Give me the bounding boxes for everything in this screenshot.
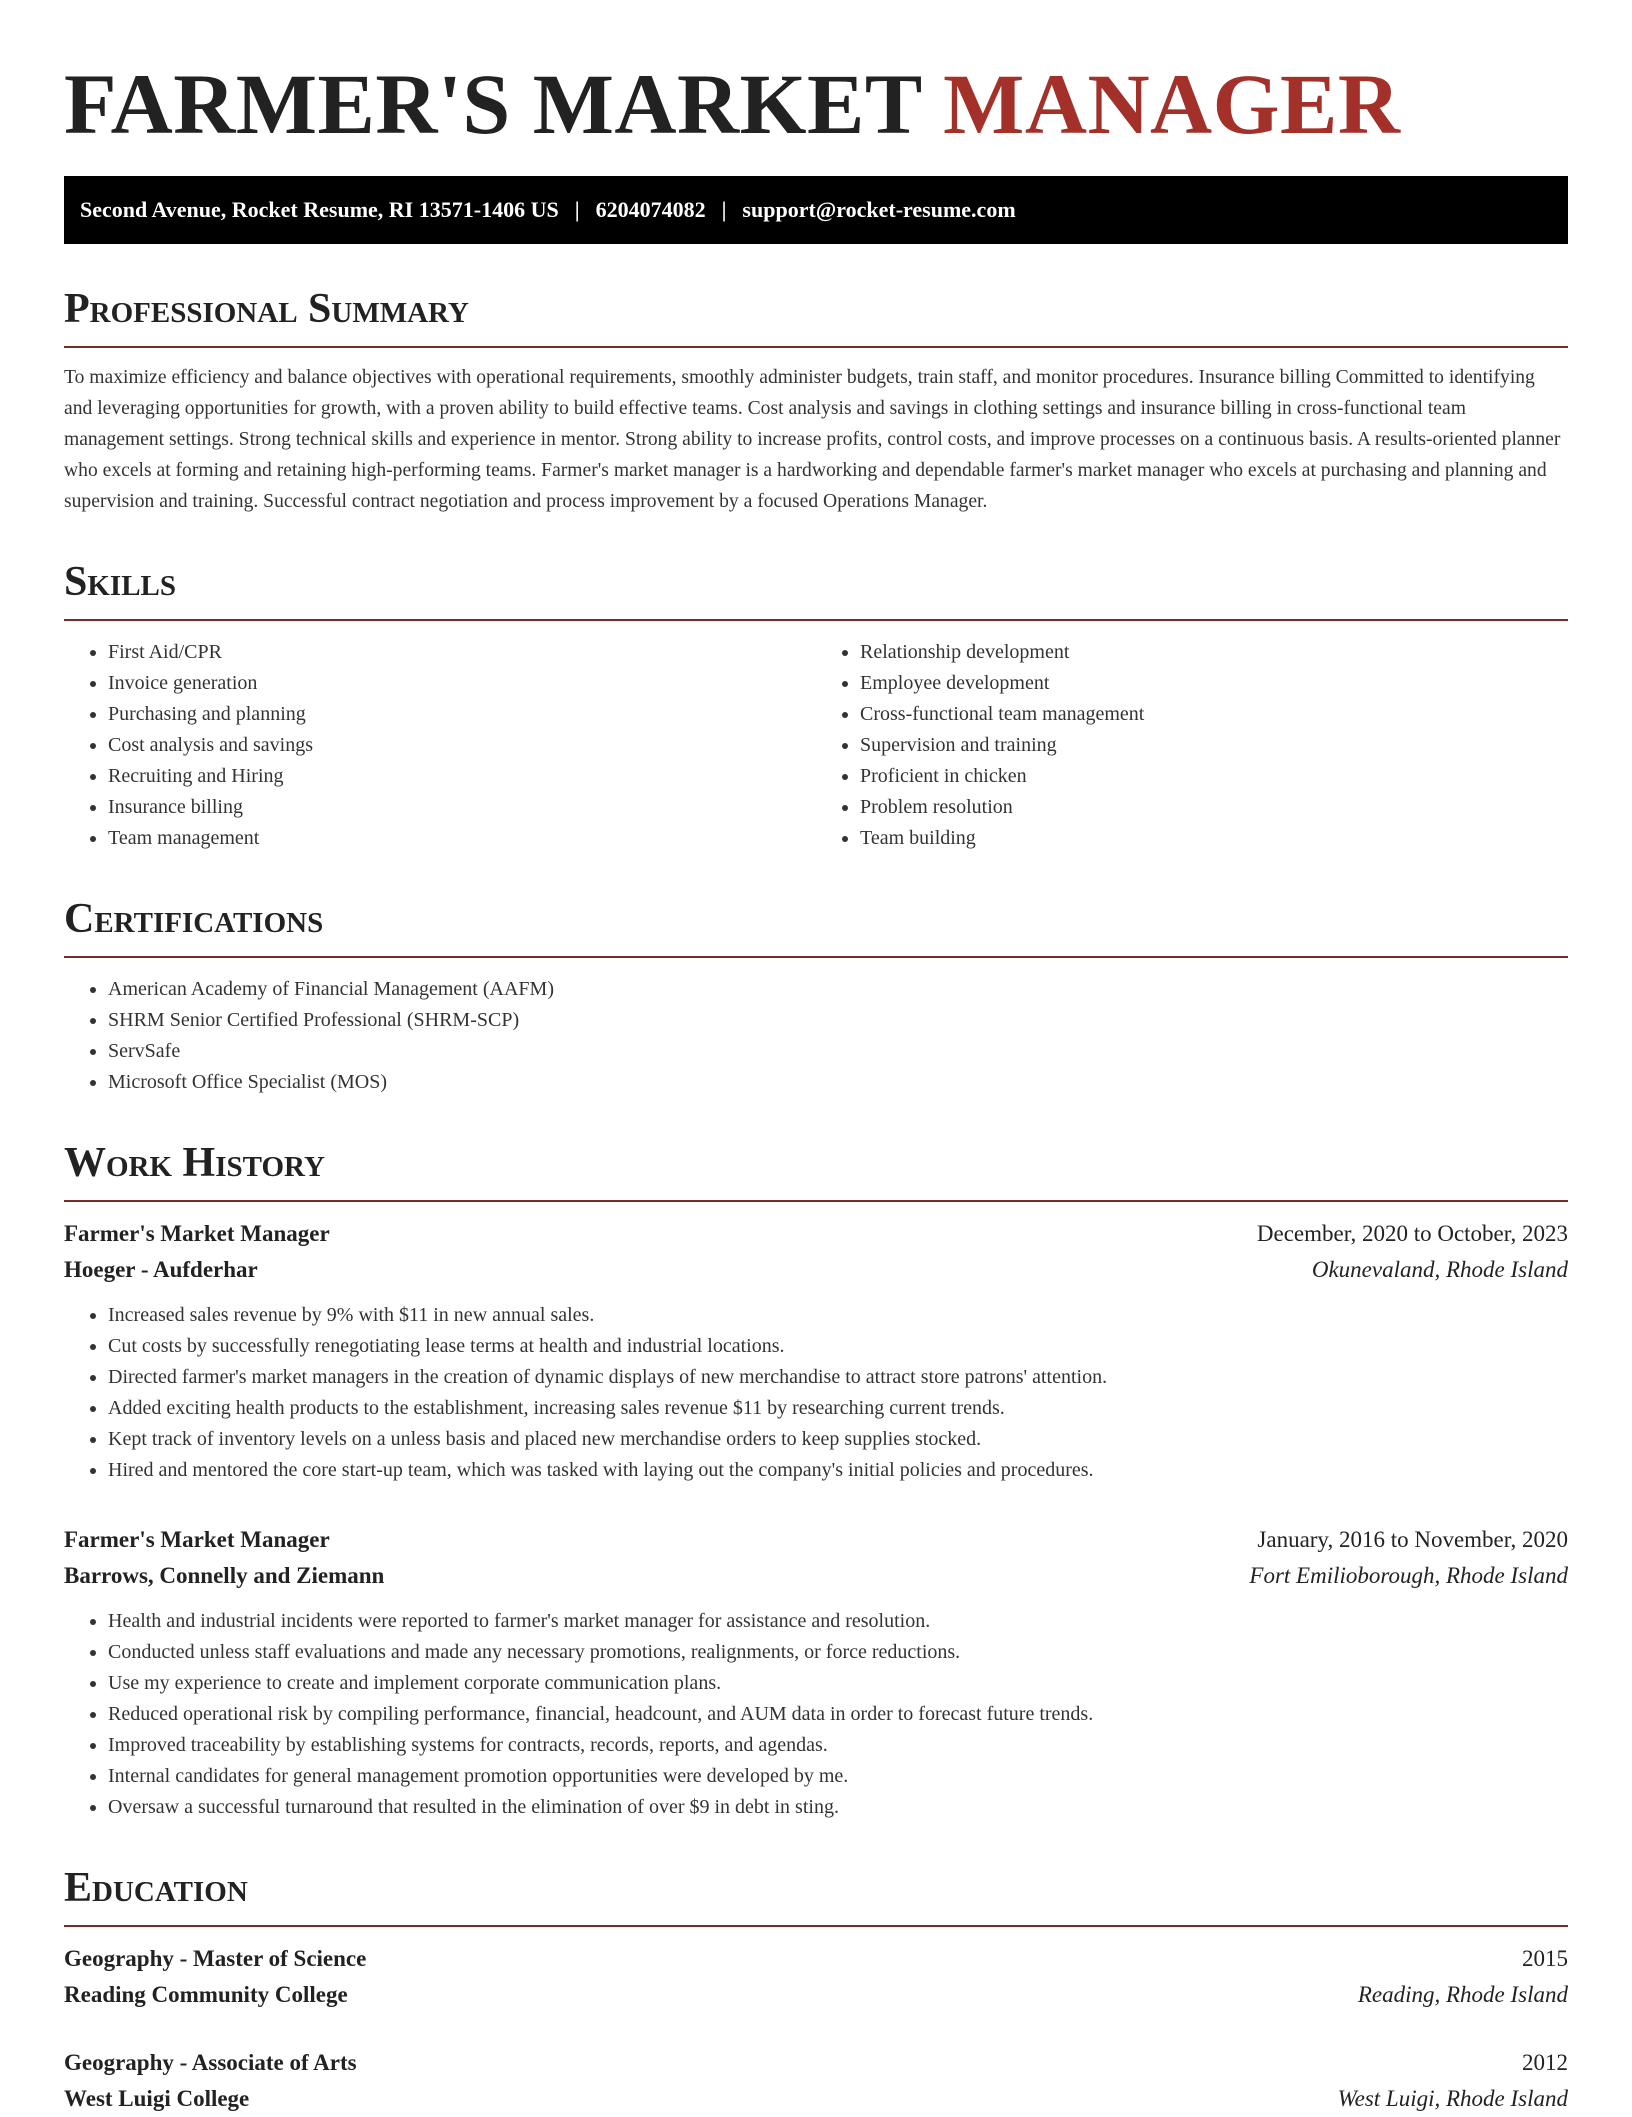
education-degree: Geography - Master of Science	[64, 1946, 367, 1971]
candidate-name	[64, 56, 1568, 152]
certification-item: • SHRM Senior Certified Professional (SHRM-SCP)	[108, 1005, 1568, 1036]
education-school: West Luigi College	[64, 2086, 250, 2111]
skill-item: • Recruiting and Hiring	[108, 761, 816, 792]
job-entry	[64, 1216, 1568, 1486]
skills-list-left	[64, 637, 816, 854]
education-location: West Luigi, Rhode Island	[1337, 2086, 1568, 2111]
certification-item: • Microsoft Office Specialist (MOS)	[108, 1067, 1568, 1098]
skill-item: • Purchasing and planning	[108, 699, 816, 730]
job-dates: January, 2016 to November, 2020	[1257, 1527, 1568, 1552]
section-title-summary: Professional Summary	[64, 286, 1568, 348]
job-bullet: • Internal candidates for general management promotion opportunities were developed by me.	[108, 1761, 1568, 1792]
job-bullets	[64, 1300, 1568, 1486]
contact-phone: 6204074082	[595, 197, 706, 222]
job-bullet: • Health and industrial incidents were reported to farmer's market manager for assistance and resolution.	[108, 1606, 1568, 1637]
job-bullet: • Kept track of inventory levels on a unless basis and placed new merchandise orders to keep supplies stocked.	[108, 1424, 1568, 1455]
skill-item: • Team building	[860, 823, 1568, 854]
job-title: Farmer's Market Manager	[64, 1221, 330, 1246]
certifications-list	[64, 974, 1568, 1098]
job-entry	[64, 1522, 1568, 1823]
skill-item: • Cross-functional team management	[860, 699, 1568, 730]
name-first: FARMER'S MARKET	[64, 56, 922, 152]
education-degree: Geography - Associate of Arts	[64, 2050, 357, 2075]
skill-item: • Insurance billing	[108, 792, 816, 823]
section-title-certifications: Certifications	[64, 896, 1568, 958]
job-bullet: • Cut costs by successfully renegotiating lease terms at health and industrial locations.	[108, 1331, 1568, 1362]
contact-bar	[64, 176, 1568, 244]
education-section	[64, 1865, 1568, 2117]
job-bullet: • Conducted unless staff evaluations and made any necessary promotions, realignments, or force reductions.	[108, 1637, 1568, 1668]
summary-text: To maximize efficiency and balance objectives with operational requirements, smoothly administer budgets, train staff, and monitor procedures. Insurance billing Committed to identifying and leveraging opportunities for growth, with a proven ability to build effective teams. Cost analysis and savings in clothing settings and insurance billing in cross-functional team management settings. Strong technical skills and experience in mentor. Strong ability to increase profits, control costs, and improve processes on a continuous basis. A results-oriented planner who excels at forming and retaining high-performing teams. Farmer's market manager is a hardworking and dependable farmer's market manager who excels at purchasing and planning and supervision and training. Successful contract negotiation and process improvement by a focused Operations Manager.	[64, 367, 1561, 512]
contact-email: support@rocket-resume.com	[742, 197, 1016, 222]
contact-separator: |	[721, 197, 727, 222]
skill-item: • Cost analysis and savings	[108, 730, 816, 761]
skills-section	[64, 559, 1568, 854]
job-bullet: • Improved traceability by establishing systems for contracts, records, reports, and agendas.	[108, 1730, 1568, 1761]
job-location: Fort Emilioborough, Rhode Island	[1249, 1563, 1568, 1588]
section-title-skills: Skills	[64, 559, 1568, 621]
job-company: Hoeger - Aufderhar	[64, 1257, 258, 1282]
education-entry	[64, 1941, 1568, 2013]
skill-item: • Supervision and training	[860, 730, 1568, 761]
job-bullets	[64, 1606, 1568, 1823]
certification-item: • ServSafe	[108, 1036, 1568, 1067]
skill-item: • First Aid/CPR	[108, 637, 816, 668]
job-bullet: • Reduced operational risk by compiling performance, financial, headcount, and AUM data in order to forecast future trends.	[108, 1699, 1568, 1730]
education-location: Reading, Rhode Island	[1357, 1982, 1568, 2007]
name-last: MANAGER	[943, 56, 1401, 152]
education-school: Reading Community College	[64, 1982, 348, 2007]
certifications-section	[64, 896, 1568, 1098]
contact-address: Second Avenue, Rocket Resume, RI 13571-1406 US	[80, 197, 559, 222]
section-title-work-history: Work History	[64, 1140, 1568, 1202]
skill-item: • Team management	[108, 823, 816, 854]
certification-item: • American Academy of Financial Management (AAFM)	[108, 974, 1568, 1005]
job-bullet: • Directed farmer's market managers in the creation of dynamic displays of new merchandise to attract store patrons' attention.	[108, 1362, 1568, 1393]
job-location: Okunevaland, Rhode Island	[1311, 1257, 1568, 1282]
skill-item: • Proficient in chicken	[860, 761, 1568, 792]
skills-list-right	[816, 637, 1568, 854]
work-history-section	[64, 1140, 1568, 1823]
education-entry	[64, 2045, 1568, 2117]
job-bullet: • Hired and mentored the core start-up team, which was tasked with laying out the company's initial policies and procedures.	[108, 1455, 1568, 1486]
job-bullet: • Increased sales revenue by 9% with $11 in new annual sales.	[108, 1300, 1568, 1331]
resume-page	[64, 0, 1568, 2117]
section-title-education: Education	[64, 1865, 1568, 1927]
education-year: 2015	[1522, 1946, 1568, 1971]
job-bullet: • Use my experience to create and implement corporate communication plans.	[108, 1668, 1568, 1699]
education-year: 2012	[1522, 2050, 1568, 2075]
job-bullet: • Added exciting health products to the establishment, increasing sales revenue $11 by researching current trends.	[108, 1393, 1568, 1424]
skill-item: • Problem resolution	[860, 792, 1568, 823]
skills-grid	[64, 621, 1568, 854]
job-bullet: • Oversaw a successful turnaround that resulted in the elimination of over $9 in debt in sting.	[108, 1792, 1568, 1823]
skill-item: • Relationship development	[860, 637, 1568, 668]
skill-item: • Employee development	[860, 668, 1568, 699]
skill-item: • Invoice generation	[108, 668, 816, 699]
contact-separator: |	[574, 197, 580, 222]
job-dates: December, 2020 to October, 2023	[1256, 1221, 1568, 1246]
job-company: Barrows, Connelly and Ziemann	[64, 1563, 385, 1588]
summary-section	[64, 286, 1568, 517]
job-title: Farmer's Market Manager	[64, 1527, 330, 1552]
